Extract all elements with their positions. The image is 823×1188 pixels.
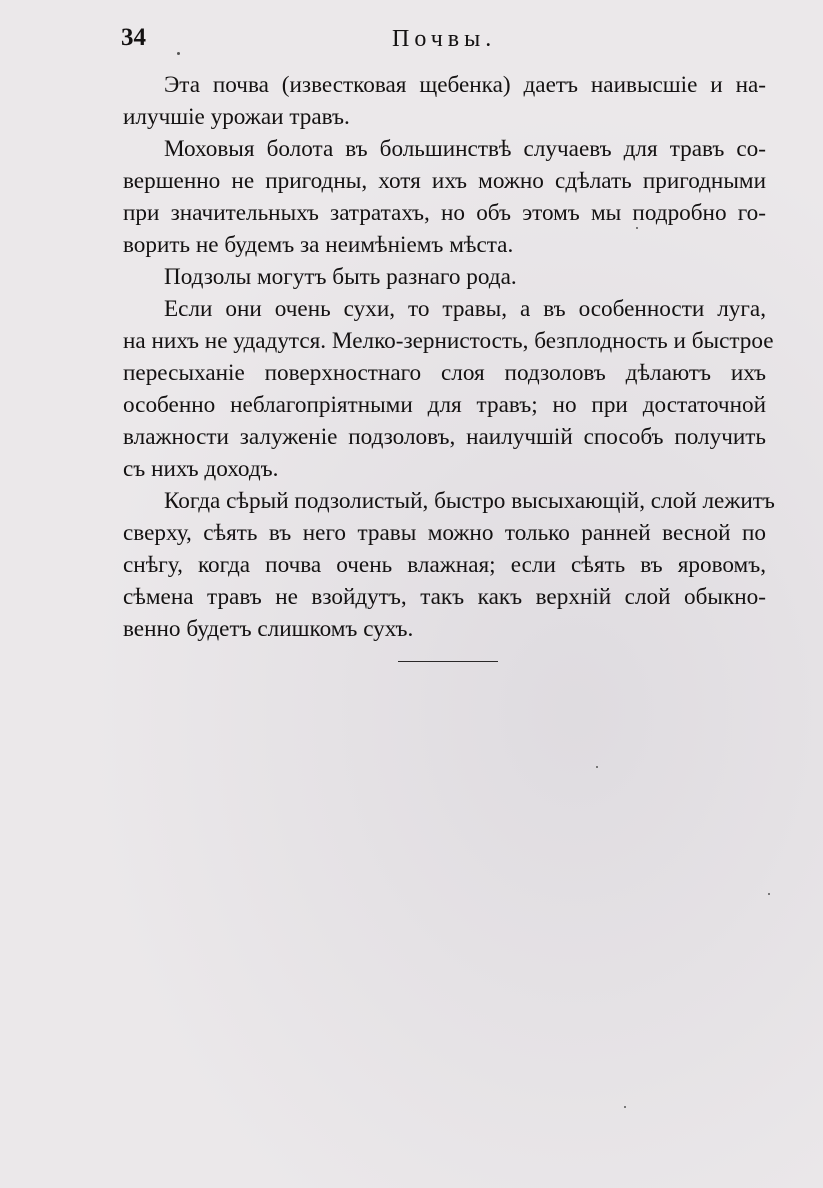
print-speck bbox=[636, 227, 638, 229]
text-line: вершенно не пригодны, хотя ихъ можно сдѣлать пригодными bbox=[123, 168, 766, 194]
text-line: влажности залуженiе подзоловъ, наилучшiй способъ получить bbox=[123, 424, 766, 450]
text-line: сѣмена травъ не взойдутъ, такъ какъ верхнiй слой обыкно- bbox=[123, 584, 766, 610]
text-line: ворить не будемъ за неимѣнiемъ мѣста. bbox=[123, 232, 514, 258]
text-line: сверху, сѣять въ него травы можно только ранней весной по bbox=[123, 520, 766, 546]
text-line: венно будетъ слишкомъ сухъ. bbox=[123, 616, 414, 642]
text-line: Подзолы могутъ быть разнаго рода. bbox=[164, 264, 517, 290]
text-line: пересыханiе поверхностнаго слоя подзоловъ дѣлаютъ ихъ bbox=[123, 360, 766, 386]
text-line: илучшiе урожаи травъ. bbox=[123, 104, 350, 130]
section-divider-rule bbox=[398, 661, 498, 662]
text-line: Эта почва (известковая щебенка) даетъ наивысшiе и на- bbox=[164, 72, 766, 98]
page-header bbox=[121, 24, 771, 58]
text-line: на нихъ не удадутся. Мелко-зернистость, безплодность и быстрое bbox=[123, 328, 774, 354]
print-speck bbox=[624, 1106, 626, 1108]
text-line: особенно неблагопрiятными для травъ; но при достаточной bbox=[123, 392, 766, 418]
text-line: Если они очень сухи, то травы, а въ особенности луга, bbox=[164, 296, 766, 322]
page-number: 34 bbox=[121, 24, 146, 51]
text-line: снѣгу, когда почва очень влажная; если сѣять въ яровомъ, bbox=[123, 552, 766, 578]
running-title: Почвы. bbox=[392, 26, 497, 52]
text-line: Когда сѣрый подзолистый, быстро высыхающiй, слой лежитъ bbox=[164, 488, 775, 514]
text-line: при значительныхъ затратахъ, но объ этомъ мы подробно го- bbox=[123, 200, 766, 226]
print-speck bbox=[768, 893, 770, 895]
body-text bbox=[123, 69, 775, 645]
print-speck bbox=[596, 766, 598, 768]
text-line: Моховыя болота въ большинствѣ случаевъ для травъ со- bbox=[164, 136, 766, 162]
print-speck bbox=[177, 52, 180, 55]
text-line: съ нихъ доходъ. bbox=[123, 456, 279, 482]
